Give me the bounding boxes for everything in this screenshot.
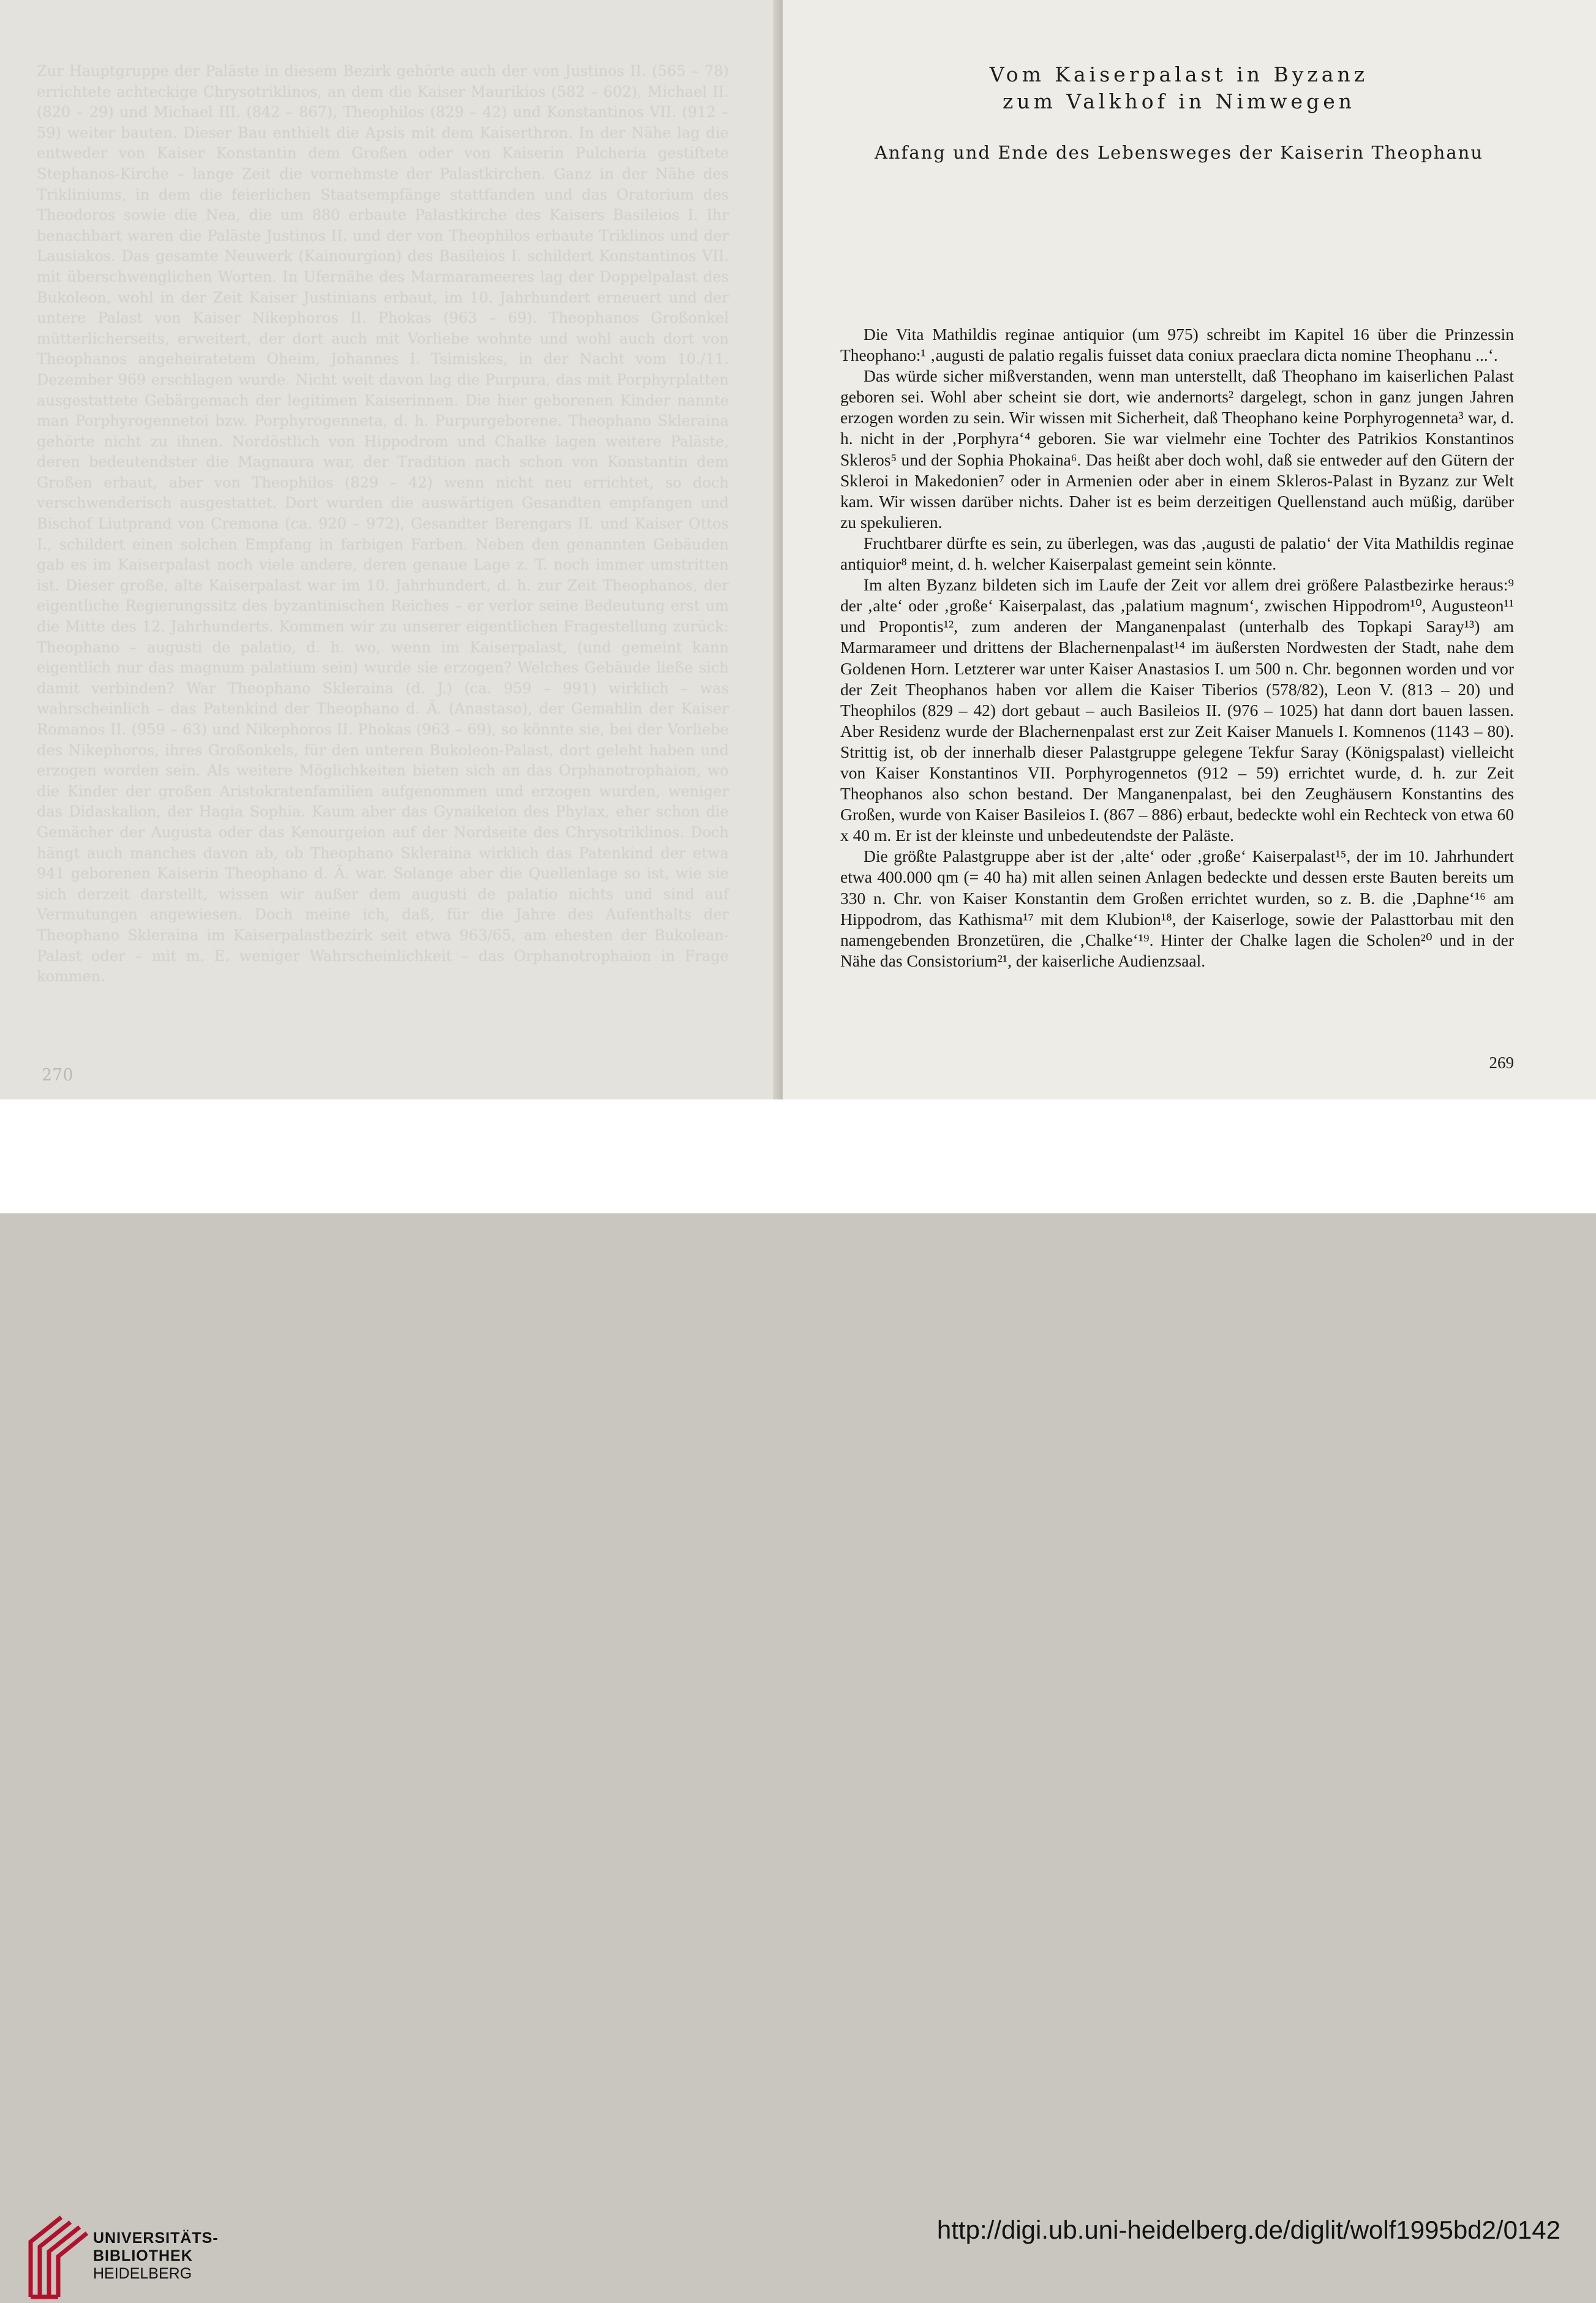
library-name-line-1: UNIVERSITÄTS- (93, 2230, 219, 2247)
left-page-bleed-text: Zur Hauptgruppe der Paläste in diesem Bezirk gehörte auch der von Justinos II. (565 – 78) errichtete achteckige Chrysotriklinos, an dem die Kaiser Maurikios (582 – 602), Michael II. (820 – 29) und Michael III. (842 – 867), Theophilos (829 – 42) und Konstantinos VII. (912 – 59) weiter bauten. Dieser Bau enthielt die Apsis mit dem Kaiserthron. In der Nähe lag die entweder von Kaiser Konstantin dem Großen oder von Kaiserin Pulcheria gestiftete Stephanos-Kirche – lange Zeit die vornehmste der Palastkirchen. Ganz in der Nähe des Trikliniums, in dem die feierlichen Staatsempfänge stattfanden und das Oratorium des Theodoros sowie die Nea, die um 880 erbaute Palastkirche des Kaisers Basileios I. Ihr benachbart waren die Paläste Justinos II. und der von Theophilos erbaute Triklinos und der Lausiakos. Das gesamte Neuwerk (Kainourgion) des Basileios I. schildert Konstantinos VII. mit überschwenglichen Worten. In Ufernähe des Marmarameeres lag der Doppelpalast des Bukoleon, wohl in der Zeit Kaiser Justinians erbaut, im 10. Jahrhundert erneuert und der untere Palast von Kaiser Nikephoros II. Phokas (963 – 69). Theophanos Großonkel mütterlicherseits, erweitert, der dort auch mit Vorliebe wohnte und wohl auch dort von Theophanos angeheiratetem Oheim, Johannes I. Tsimiskes, in der Nacht vom 10./11. Dezember 969 erschlagen wurde. Nicht weit davon lag die Purpura, das mit Porphyrplatten ausgestattete Gebärgemach der legitimen Kaiserinnen. Die hier geborenen Kinder nannte man Porphyrogennetoi bzw. Porphyrogenneta, d. h. Purpurgeborene. Theophano Skleraina gehörte nicht zu ihnen. Nordöstlich von Hippodrom und Chalke lagen weitere Paläste, deren bedeutendster die Magnaura war, der Tradition nach schon von Konstantin dem Großen erbaut, aber von Theophilos (829 – 42) wenn nicht neu errichtet, so doch verschwenderisch ausgestattet. Dort wurden die auswärtigen Gesandten empfangen und Bischof Liutprand von Cremona (ca. 920 – 972), Gesandter Berengars II. und Kaiser Ottos I., schildert einen solchen Empfang in farbigen Farben. Neben den genannten Gebäuden gab es im Kaiserpalast noch viele andere, deren genaue Lage z. T. noch immer umstritten ist. Dieser große, alte Kaiserpalast war im 10. Jahrhundert, d. h. zur Zeit Theophanos, der eigentliche Regierungssitz des byzantinischen Reiches – er verlor seine Bedeutung erst um die Mitte des 12. Jahrhunderts. Kommen wir zu unserer eigentlichen Fragestellung zurück: Theophano – augusti de palatio, d. h. wo, wenn im Kaiserpalast, (und gemeint kann eigentlich nur das magnum palatium sein) wurde sie erzogen? Welches Gebäude ließe sich damit verbinden? War Theophano Skleraina (d. J.) (ca. 959 – 991) wirklich – was wahrscheinlich – das Patenkind der Theophano d. Ä. (Anastaso), der Gemahlin der Kaiser Romanos II. (959 – 63) und Nikephoros II. Phokas (963 – 69), so könnte sie, bei der Vorliebe des Nikephoros, ihres Großonkels, für den unteren Bukoleon-Palast, dort geleht haben und erzogen worden sein. Als weitere Möglichkeiten bieten sich an das Orphanotrophaion, wo die Kinder der großen Aristokratenfamilien aufgenommen und erzogen wurden, weniger das Didaskalion, der Hagia Sophia. Kaum aber das Gynaikeion des Phylax, eher schon die Gemächer der Augusta oder das Kenourgeion auf der Nordseite des Chrysotriklinos. Doch hängt auch manches davon ab, ob Theophano Skleraina wirklich das Patenkind der etwa 941 geborenen Kaiserin Theophano d. Ä. war. Solange aber die Quellenlage so ist, wie sie sich derzeit darstellt, wissen wir außer dem augusti de palatio nichts und sind auf Vermutungen angewiesen. Doch meine ich, daß, für die Jahre des Aufenthalts der Theophano Skleraina im Kaiserpalastbezirk seit etwa 963/65, am ehesten der Bukolean-Palast oder – mit m. E. weniger Wahrscheinlichkeit – das Orphanotrophaion in Frage kommen. (37, 62, 729, 986)
chapter-header (845, 61, 1513, 169)
scanned-spread (0, 0, 1596, 1099)
library-name-line-2: BIBLIOTHEK (93, 2247, 193, 2264)
paragraph: Die größte Palastgruppe aber ist der ‚alte‘ oder ‚große‘ Kaiserpalast¹⁵, der im 10. Jahrhundert etwa 400.000 qm (= 40 ha) mit allen seinen Anlagen bedeckte und dessen erste Bauten bereits um 330 n. Chr. von Kaiser Konstantin dem Großen errichtet wurden, so z. B. die ‚Daphne‘¹⁶ am Hippodrom, das Kathisma¹⁷ mit dem Klubion¹⁸, der Kaiserloge, sowie der Palasttorbau mit den namengebenden Bronzetüren, die ‚Chalke‘¹⁹. Hinter der Chalke lagen die Scholen²⁰ und in der Nähe das Consistorium²¹, der kaiserliche Audienzsaal. (840, 846, 1514, 970)
body-text (840, 324, 1514, 971)
library-footer (0, 1099, 1596, 2282)
paragraph: Die Vita Mathildis reginae antiquior (um 975) schreibt im Kapitel 16 über die Prinzessin Theophano:¹ ‚augusti de palatio regalis fuisset data coniux praeclara dicta nomine Theophanu ...‘. (840, 325, 1514, 365)
left-page (0, 0, 783, 1099)
chapter-title-line-2: zum Valkhof in Nimwegen (1003, 89, 1355, 113)
paragraph: Das würde sicher mißverstanden, wenn man unterstellt, daß Theophano im kaiserlichen Palast geboren sei. Wohl aber scheint sie dort, wie andernorts² dargelegt, schon in ganz jungen Jahren erzogen worden zu sein. Wir wissen mit Sicherheit, daß Theophano keine Porphyrogenneta³ war, d. h. nicht in der ‚Porphyra‘⁴ geboren. Sie war vielmehr eine Tochter des Patrikios Konstantinos Skleros⁵ und der Sophia Phokaina⁶. Das heißt aber doch wohl, daß sie entweder auf den Gütern der Skleroi in Makedonien⁷ oder in Armenien oder aber in einem Skleros-Palast in Byzanz zur Welt kam. Wir wissen darüber nichts. Daher ist es beim derzeitigen Quellenstand auch müßig, darüber zu spekulieren. (840, 366, 1514, 532)
library-name-line-3: HEIDELBERG (93, 2265, 192, 2282)
library-logo-icon (18, 2211, 95, 2303)
source-url-link[interactable]: http://digi.ub.uni-heidelberg.de/diglit/wolf1995bd2/0142 (936, 2215, 1560, 2244)
library-name (93, 2230, 219, 2283)
paragraph: Im alten Byzanz bildeten sich im Laufe der Zeit vor allem drei größere Palastbezirke heraus:⁹ der ‚alte‘ oder ‚große‘ Kaiserpalast, das ‚palatium magnum‘, zwischen Hippodrom¹⁰, Augusteon¹¹ und Propontis¹², zum anderen der Manganenpalast (unterhalb des Topkapi Saray¹³) am Marmarameer und drittens der Blachernenpalast¹⁴ im äußersten Nordwesten der Stadt, nahe dem Goldenen Horn. Letzterer war unter Kaiser Anastasios I. um 500 n. Chr. begonnen worden und vor der Zeit Theophanos haben vor allem die Kaiser Tiberios (578/82), Leon V. (813 – 20) und Theophilos (829 – 42) dort gebaut – auch Basileios II. (976 – 1025) hat dann dort bauen lassen. Aber Residenz wurde der Blachernenpalast erst zur Zeit Kaiser Manuels I. Komnenos (1143 – 80). Strittig ist, ob der innerhalb dieser Palastgruppe gelegene Tekfur Saray (Königspalast) vielleicht von Kaiser Konstantinos VII. Porphyrogennetos (912 – 59) errichtet wurde, d. h. zur Zeit Theophanos also schon bestand. Der Manganenpalast, bei den Zeughäusern Konstantins des Großen, wurde von Kaiser Basileios I. (867 – 886) erbaut, bedeckte wohl ein Rechteck von etwa 60 x 40 m. Er ist der kleinste und unbedeutendste der Paläste. (840, 575, 1514, 845)
page-number: 269 (1489, 1054, 1514, 1072)
left-page-number: 270 (42, 1066, 73, 1085)
chapter-subtitle: Anfang und Ende des Lebensweges der Kaiserin Theophanu (874, 142, 1483, 163)
paragraph: Fruchtbarer dürfte es sein, zu überlegen, was das ‚augusti de palatio‘ der Vita Mathildis reginae antiquior⁸ meint, d. h. welcher Kaiserpalast gemeint sein könnte. (840, 533, 1514, 574)
chapter-title-line-1: Vom Kaiserpalast in Byzanz (989, 62, 1369, 86)
